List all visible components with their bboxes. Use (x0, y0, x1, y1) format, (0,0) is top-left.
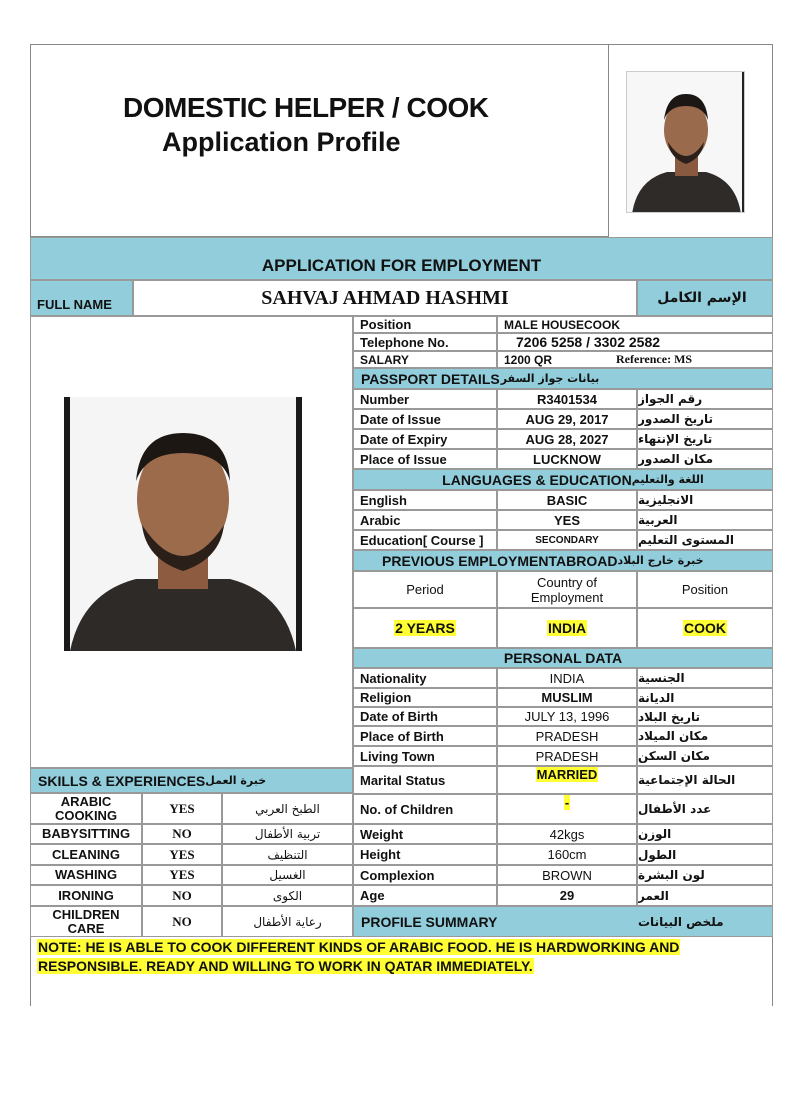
passport-title-ar: بيانات جواز السفر (500, 372, 600, 385)
skill-value-1 (142, 824, 222, 844)
skill-value-1-text: NO (172, 826, 192, 841)
personal-value-6 (497, 794, 637, 824)
previous-period-value (353, 608, 497, 648)
full-name-ar-text: الإسم الكامل (657, 290, 747, 306)
full-name-label-ar (637, 280, 773, 316)
application-title-text: APPLICATION FOR EMPLOYMENT (261, 256, 542, 275)
skill-label-2 (30, 844, 142, 865)
personal-ar-6-text: عدد الأطفال (638, 802, 712, 816)
language-ar-1 (637, 510, 773, 530)
main-photo (64, 397, 302, 651)
skills-header (30, 768, 353, 793)
personal-label-6-text: No. of Children (360, 801, 454, 817)
personal-value-1-text: MUSLIM (541, 690, 593, 705)
profile-summary-header (353, 906, 773, 937)
personal-value-1 (497, 688, 637, 707)
language-ar-2-text: المستوى التعليم (638, 533, 734, 547)
passport-label-2 (353, 429, 497, 449)
personal-ar-1-text: الديانة (638, 690, 675, 705)
skill-label-1-text: BABYSITTING (41, 826, 131, 841)
passport-label-3-text: Place of Issue (360, 451, 447, 467)
skill-ar-5-text: رعاية الأطفال (253, 914, 322, 929)
skill-label-4 (30, 885, 142, 906)
personal-ar-2-text: تاريخ البلاد (638, 709, 701, 724)
personal-label-1-text: Religion (360, 690, 412, 705)
personal-label-7-text: Weight (360, 826, 404, 842)
previous-country-value (497, 608, 637, 648)
position-label-text: Position (360, 317, 412, 332)
personal-value-8-text: 160cm (547, 847, 587, 862)
personal-label-6 (353, 794, 497, 824)
passport-value-0 (497, 389, 637, 409)
personal-ar-8 (637, 844, 773, 865)
skill-label-0 (30, 793, 142, 824)
personal-value-3 (497, 726, 637, 746)
language-value-0-text: BASIC (546, 492, 588, 508)
personal-value-4 (497, 746, 637, 766)
language-label-2 (353, 530, 497, 550)
previous-title-ar: خبرة خارج البلاد (617, 554, 704, 567)
previous-position-text: Position (681, 582, 729, 597)
personal-ar-5-text: الحالة الإجتماعية (638, 773, 736, 787)
personal-label-5 (353, 766, 497, 794)
personal-value-0-text: INDIA (549, 670, 585, 686)
personal-ar-10-text: العمر (638, 888, 669, 903)
passport-label-1 (353, 409, 497, 429)
previous-title: PREVIOUS EMPLOYMENTABROAD (382, 552, 618, 569)
skill-ar-2-text: التنظيف (267, 847, 308, 862)
passport-value-3-text: LUCKNOW (533, 451, 601, 467)
note-block (37, 938, 771, 976)
previous-position-value (637, 608, 773, 648)
personal-title: PERSONAL DATA (503, 650, 623, 666)
passport-label-3 (353, 449, 497, 469)
previous-country-value-text: INDIA (547, 620, 587, 636)
salary-label-text: SALARY (360, 352, 409, 367)
personal-ar-7-text: الوزن (638, 827, 672, 841)
previous-period-header (353, 571, 497, 608)
skill-ar-1 (222, 824, 353, 844)
small-photo (626, 71, 745, 213)
passport-ar-3 (637, 449, 773, 469)
languages-title-ar: اللغة والتعليم (631, 473, 704, 486)
skill-value-3-text: YES (169, 867, 195, 882)
personal-ar-9 (637, 865, 773, 885)
personal-header (353, 648, 773, 668)
personal-value-7-text: 42kgs (549, 826, 585, 842)
passport-value-2 (497, 429, 637, 449)
language-label-0-text: English (360, 492, 407, 508)
personal-label-2-text: Date of Birth (360, 709, 438, 724)
telephone-value (497, 333, 773, 351)
passport-ar-1 (637, 409, 773, 429)
language-ar-2 (637, 530, 773, 550)
personal-ar-10 (637, 885, 773, 906)
language-label-2-text: Education[ Course ] (360, 532, 484, 548)
full-name-value (133, 280, 637, 316)
personal-label-4 (353, 746, 497, 766)
personal-value-10 (497, 885, 637, 906)
personal-label-10-text: Age (360, 888, 385, 903)
passport-value-2-text: AUG 28, 2027 (525, 431, 609, 447)
passport-value-0-text: R3401534 (537, 391, 597, 407)
skill-ar-3-text: الغسيل (269, 868, 306, 882)
personal-value-7 (497, 824, 637, 844)
personal-label-5-text: Marital Status (360, 772, 446, 788)
passport-value-3 (497, 449, 637, 469)
personal-label-0 (353, 668, 497, 688)
full-name-label (30, 280, 133, 316)
personal-value-4-text: PRADESH (535, 748, 599, 764)
skill-label-5-text: CHILDREN CARE (52, 906, 120, 936)
passport-ar-3-text: مكان الصدور (638, 452, 714, 466)
personal-label-2 (353, 707, 497, 726)
note-line-2: RESPONSIBLE. READY AND WILLING TO WORK IN QATAR IMMEDIATELY. (38, 958, 533, 974)
skill-ar-4-text: الكوى (272, 888, 303, 903)
position-label (353, 316, 497, 333)
skill-value-4-text: NO (172, 887, 192, 903)
passport-ar-2-text: تاريخ الإنتهاء (638, 432, 713, 446)
personal-label-9 (353, 865, 497, 885)
personal-value-8 (497, 844, 637, 865)
passport-label-2-text: Date of Expiry (360, 431, 448, 447)
passport-ar-0-text: رقم الجواز (638, 392, 703, 406)
skill-ar-0 (222, 793, 353, 824)
language-ar-0 (637, 490, 773, 510)
languages-title: LANGUAGES & EDUCATION (442, 471, 632, 488)
personal-ar-0 (637, 668, 773, 688)
personal-ar-3-text: مكان الميلاد (638, 729, 709, 743)
personal-label-9-text: Complexion (360, 867, 435, 883)
skill-label-3-text: WASHING (54, 867, 118, 882)
skill-ar-5 (222, 906, 353, 937)
skill-value-2-text: YES (169, 846, 195, 862)
personal-label-0-text: Nationality (360, 670, 427, 686)
passport-label-0 (353, 389, 497, 409)
salary-value-text: 1200 QR (504, 352, 553, 367)
note-line-1: NOTE: HE IS ABLE TO COOK DIFFERENT KINDS OF ARABIC FOOD. HE IS HARDWORKING AND (38, 939, 680, 955)
language-value-2-text: SECONDARY (535, 534, 599, 546)
passport-ar-2 (637, 429, 773, 449)
skill-value-5 (142, 906, 222, 937)
language-value-2 (497, 530, 637, 550)
passport-label-0-text: Number (360, 391, 410, 407)
personal-label-3 (353, 726, 497, 746)
personal-value-9-text: BROWN (542, 867, 592, 883)
full-name-label-text: FULL NAME (37, 297, 112, 312)
position-value-text: MALE HOUSECOOK (504, 317, 621, 332)
language-value-0 (497, 490, 637, 510)
skill-value-5-text: NO (172, 913, 192, 929)
personal-value-5-text: MARRIED (536, 767, 598, 782)
personal-label-4-text: Living Town (360, 748, 435, 764)
personal-ar-5 (637, 766, 773, 794)
personal-ar-8-text: الطول (638, 847, 677, 862)
personal-ar-3 (637, 726, 773, 746)
page-subtitle: Application Profile (162, 127, 401, 157)
passport-value-1-text: AUG 29, 2017 (525, 411, 609, 427)
skill-label-5 (30, 906, 142, 937)
reference-text: Reference: MS (616, 352, 693, 366)
personal-value-3-text: PRADESH (535, 728, 599, 744)
skill-label-4-text: IRONING (58, 887, 114, 903)
position-value (497, 316, 773, 333)
telephone-label (353, 333, 497, 351)
previous-period-value-text: 2 YEARS (395, 620, 455, 636)
language-label-1 (353, 510, 497, 530)
passport-header (353, 368, 773, 389)
skill-value-0 (142, 793, 222, 824)
language-ar-0-text: الانجليزية (638, 493, 694, 507)
telephone-label-text: Telephone No. (360, 334, 449, 350)
skill-ar-3 (222, 865, 353, 885)
skill-value-0-text: YES (169, 800, 195, 816)
personal-ar-0-text: الجنسية (638, 671, 685, 685)
personal-value-0 (497, 668, 637, 688)
skill-label-3 (30, 865, 142, 885)
skill-value-3 (142, 865, 222, 885)
languages-header (353, 469, 773, 490)
language-label-1-text: Arabic (360, 512, 401, 528)
passport-value-1 (497, 409, 637, 429)
skill-label-2-text: CLEANING (52, 846, 120, 862)
skill-ar-4 (222, 885, 353, 906)
application-title (30, 237, 773, 280)
skill-label-1 (30, 824, 142, 844)
personal-ar-6 (637, 794, 773, 824)
skill-ar-2 (222, 844, 353, 865)
language-value-1 (497, 510, 637, 530)
full-name-text: SAHVAJ AHMAD HASHMI (261, 286, 509, 309)
salary-label (353, 351, 497, 368)
personal-value-2 (497, 707, 637, 726)
skills-title: SKILLS & EXPERIENCES (38, 772, 206, 789)
personal-ar-7 (637, 824, 773, 844)
personal-label-8-text: Height (360, 847, 401, 862)
passport-label-1-text: Date of Issue (360, 411, 441, 427)
page-title: DOMESTIC HELPER / COOK (123, 92, 489, 123)
profile-summary-title-ar: ملخص البيانات (638, 914, 724, 929)
personal-label-1 (353, 688, 497, 707)
skill-ar-1-text: تربية الأطفال (254, 827, 321, 841)
previous-period-text: Period (406, 582, 444, 597)
language-label-0 (353, 490, 497, 510)
personal-value-9 (497, 865, 637, 885)
personal-ar-1 (637, 688, 773, 707)
telephone-value-text: 7206 5258 / 3302 2582 (516, 334, 661, 350)
personal-ar-9-text: لون البشرة (638, 868, 705, 882)
personal-value-6-text: - (564, 795, 570, 810)
previous-position-header (637, 571, 773, 608)
personal-value-2-text: JULY 13, 1996 (524, 709, 610, 724)
profile-summary-title: PROFILE SUMMARY (361, 913, 498, 930)
personal-label-10 (353, 885, 497, 906)
language-ar-1-text: العربية (638, 513, 678, 527)
personal-value-5 (497, 766, 637, 794)
salary-value (497, 351, 773, 368)
language-value-1-text: YES (553, 512, 580, 528)
skill-ar-0-text: الطبخ العربي (255, 801, 320, 816)
passport-ar-0 (637, 389, 773, 409)
previous-header (353, 550, 773, 571)
personal-value-10-text: 29 (559, 888, 575, 903)
personal-ar-4-text: مكان السكن (638, 749, 710, 763)
skill-label-0-text: ARABIC COOKING (54, 793, 118, 823)
personal-label-7 (353, 824, 497, 844)
previous-country-header (497, 571, 637, 608)
passport-ar-1-text: تاريخ الصدور (638, 412, 713, 426)
personal-label-3-text: Place of Birth (360, 728, 444, 744)
previous-position-value-text: COOK (684, 620, 726, 636)
personal-label-8 (353, 844, 497, 865)
personal-ar-4 (637, 746, 773, 766)
personal-ar-2 (637, 707, 773, 726)
passport-title: PASSPORT DETAILS (361, 370, 500, 387)
skill-value-4 (142, 885, 222, 906)
previous-country-text: Country of Employment (530, 574, 604, 605)
skills-title-ar: خبرة العمل (205, 774, 267, 787)
skill-value-2 (142, 844, 222, 865)
